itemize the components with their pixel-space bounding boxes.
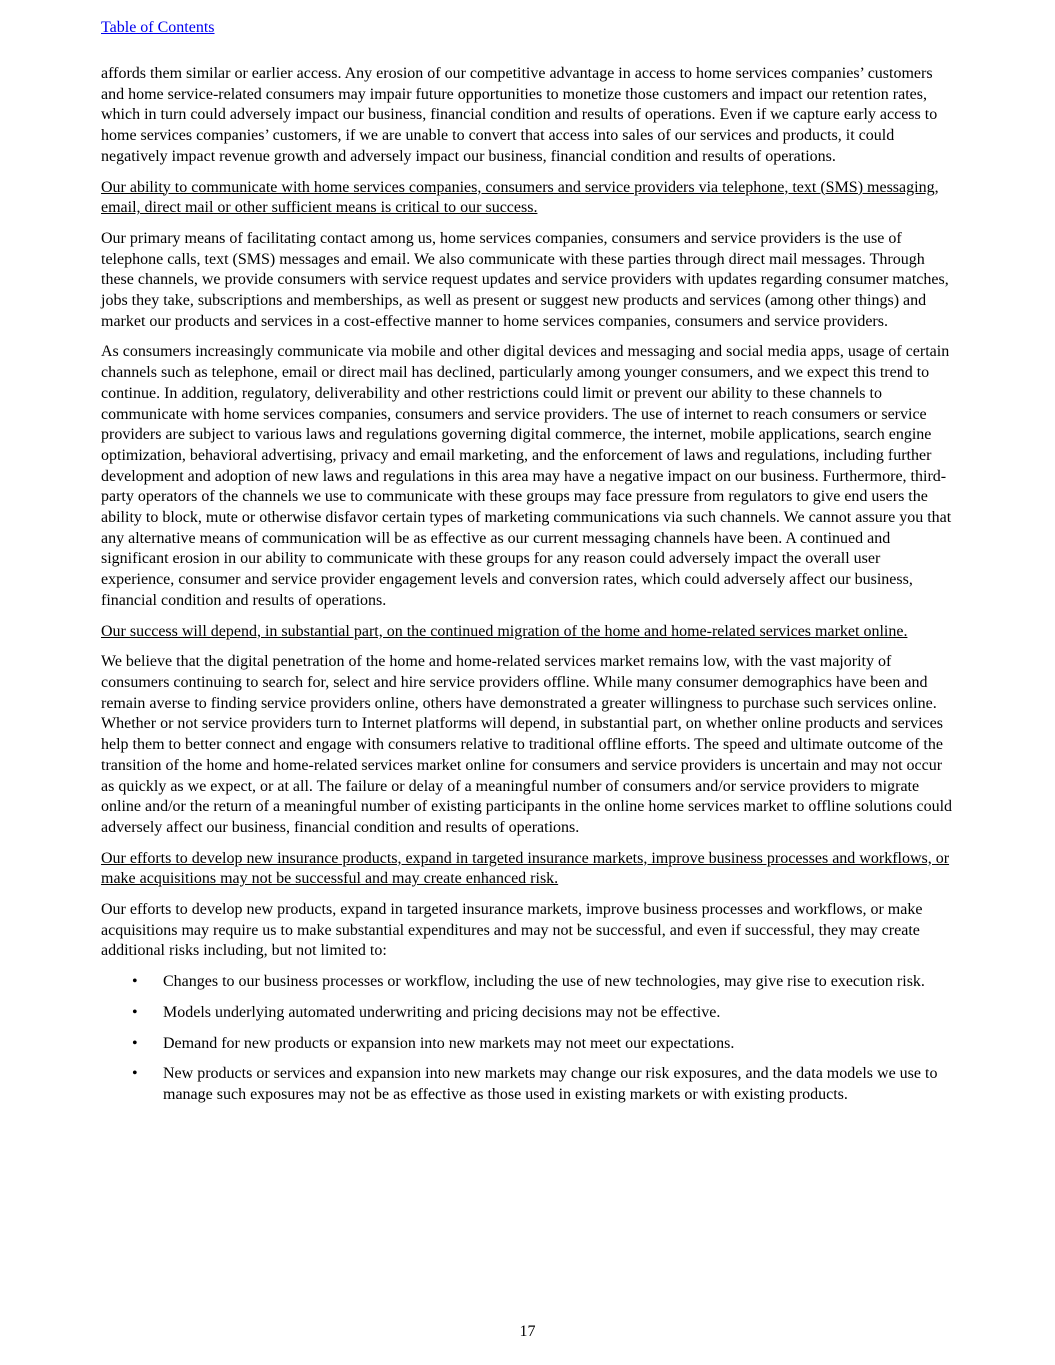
- risk-bullet-list: [101, 972, 957, 1106]
- bullet-marker: •: [132, 1034, 138, 1052]
- table-of-contents-link[interactable]: Table of Contents: [101, 19, 215, 36]
- list-item-text: Models underlying automated underwriting and pricing decisions may not be effective.: [163, 1003, 721, 1021]
- paragraph-2: Our primary means of facilitating contact among us, home services companies, consumers and service providers is the use of telephone calls, text (SMS) messages and email. We also communicate with these parties through direct mail messages. Through these channels, we provide consumers with service request updates and service providers with updates regarding consumer matches, jobs they take, subscriptions and memberships, as well as present or suggest new products and services (among other things) and market our products and services in a cost-effective manner to home services companies, consumers and service providers.: [101, 229, 949, 330]
- document-page: [101, 18, 957, 1116]
- risk-heading-online-migration: Our success will depend, in substantial part, on the continued migration of the home and home-related services market online.: [101, 622, 908, 640]
- list-item-text: New products or services and expansion into new markets may change our risk exposures, and the data models we use to manage such exposures may not be as effective as those used in existing markets or with existing products.: [163, 1065, 938, 1103]
- bullet-marker: •: [132, 1065, 138, 1083]
- list-item-text: Changes to our business processes or workflow, including the use of new technologies, may give rise to execution risk.: [163, 973, 925, 991]
- list-item: [101, 972, 957, 993]
- paragraph-4: We believe that the digital penetration of the home and home-related services market remains low, with the vast majority of consumers continuing to search for, select and hire service providers offline. While many consumer demographics have been and remain averse to finding service providers online, others have demonstrated a greater willingness to purchase such services online. Whether or not service providers turn to Internet platforms will depend, in substantial part, on whether online products and services help them to better connect and engage with consumers relative to traditional offline efforts. The speed and ultimate outcome of the transition of the home and home-related services market online for consumers and service providers is uncertain and may not occur as quickly as we expect, or at all. The failure or delay of a meaningful number of consumers and/or service providers to migrate online and/or the return of a meaningful number of existing participants in the online home services market to offline solutions could adversely affect our business, financial condition and results of operations.: [101, 653, 953, 836]
- paragraph-3: As consumers increasingly communicate via mobile and other digital devices and messaging and social media apps, usage of certain channels such as telephone, email or direct mail has declined, particularly among younger consumers, and we expect this trend to continue. In addition, regulatory, deliverability and other restrictions could limit or prevent our ability to these channels to communicate with home services companies, consumers and service providers. The use of internet to reach consumers or service providers are subject to various laws and regulations governing digital commerce, the internet, mobile applications, search engine optimization, behavioral advertising, privacy and email marketing, and the enforcement of laws and regulations, including further development and adoption of new laws and regulations in this area may have a negative impact on our business. Furthermore, third-party operators of the channels we use to communicate with these groups may face pressure from regulators to give end users the ability to block, mute or otherwise disfavor certain types of marketing communications via such channels. We cannot assure you that any alternative means of communication will be as effective as our current messaging channels have been. A continued and significant erosion in our ability to communicate with these groups for any reason could adversely impact the overall user experience, consumer and service provider engagement levels and conversion rates, which could adversely affect our business, financial condition and results of operations.: [101, 343, 952, 609]
- page-number: 17: [519, 1323, 536, 1340]
- paragraph-5: Our efforts to develop new products, expand in targeted insurance markets, improve business processes and workflows, or make acquisitions may require us to make substantial expenditures and may not be successful, and even if successful, they may create additional risks including, but not limited to:: [101, 901, 923, 960]
- document-body: [101, 64, 957, 1106]
- bullet-marker: •: [132, 973, 138, 991]
- bullet-marker: •: [132, 1003, 138, 1021]
- list-item: [101, 1003, 957, 1024]
- risk-heading-communication: Our ability to communicate with home services companies, consumers and service providers via telephone, text (SMS) messaging, email, direct mail or other sufficient means is critical to our success.: [101, 178, 939, 217]
- list-item: [101, 1034, 957, 1055]
- risk-heading-new-products: Our efforts to develop new insurance products, expand in targeted insurance markets, improve business processes and workflows, or make acquisitions may not be successful and may create enhanced risk.: [101, 849, 950, 888]
- paragraph-1: affords them similar or earlier access. Any erosion of our competitive advantage in access to home services companies’ customers and home service-related consumers may impair future opportunities to monetize those customers and impact our retention rates, which in turn could adversely impact our business, financial condition and results of operations. Even if we capture early access to home services companies’ customers, if we are unable to convert that access into sales of our services and products, it could negatively impact revenue growth and adversely impact our business, financial condition and results of operations.: [101, 65, 938, 165]
- list-item: [101, 1064, 957, 1105]
- list-item-text: Demand for new products or expansion into new markets may not meet our expectations.: [163, 1034, 735, 1052]
